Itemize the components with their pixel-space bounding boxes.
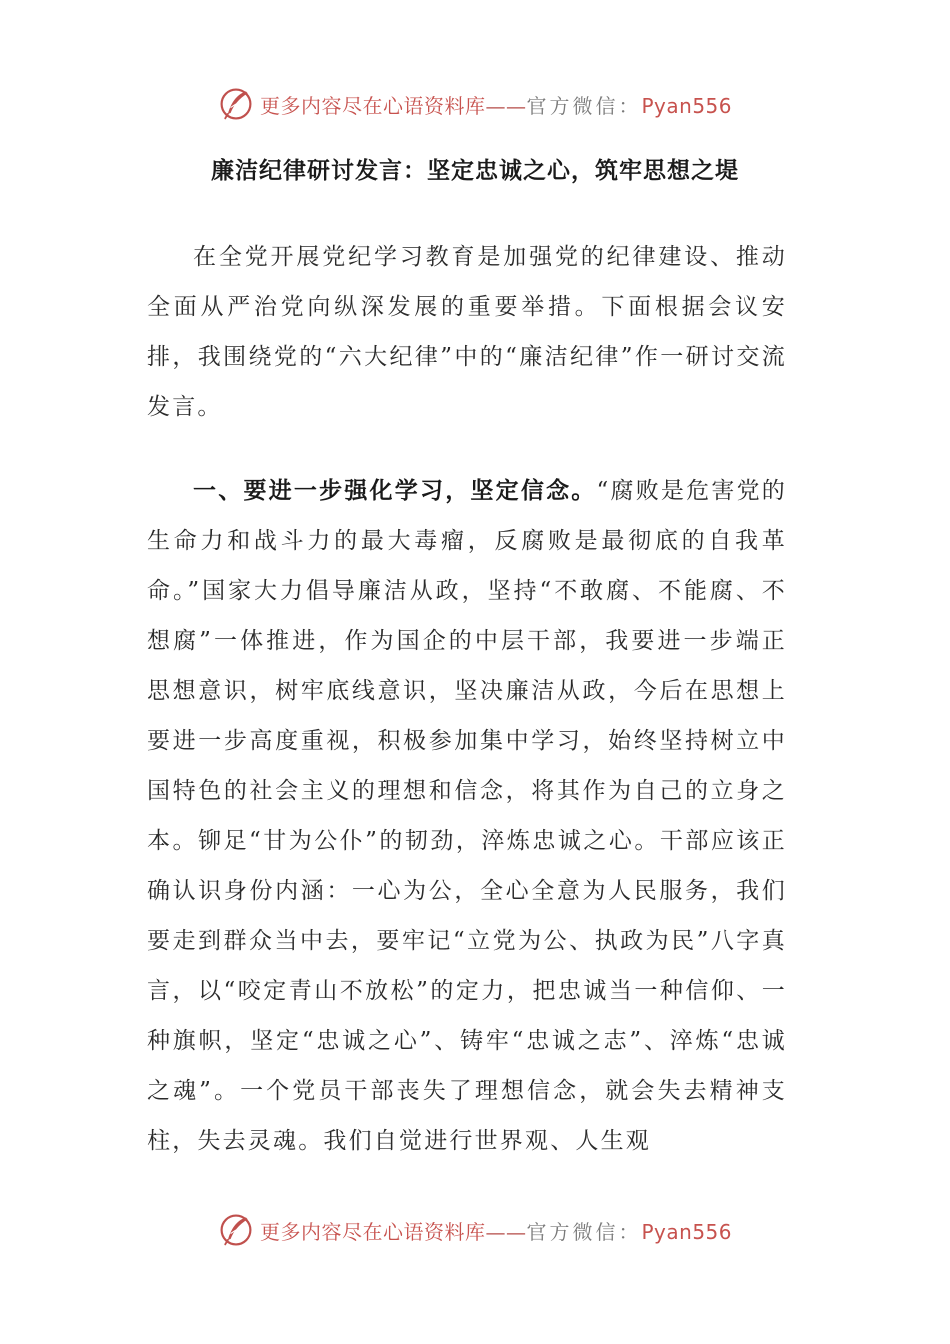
banner-separator: —— (485, 93, 527, 118)
document-title: 廉洁纪律研讨发言：坚定忠诚之心，筑牢思想之堤 (211, 158, 739, 184)
banner-brand-text: 更多内容尽在心语资料库 (259, 1219, 486, 1244)
banner-wechat-id: Pyan556 (641, 1219, 732, 1244)
document-body (147, 232, 787, 1166)
banner-wechat-label: 官方微信： (526, 93, 642, 118)
section-1-heading: 一、要进一步强化学习，坚定信念。 (193, 478, 597, 504)
banner-wechat-id: Pyan556 (641, 93, 732, 118)
banner-content (218, 86, 732, 122)
section-1-paragraph (147, 466, 787, 1166)
section-1-body: “腐败是危害党的生命力和战斗力的最大毒瘤，反腐败是最彻底的自我革命。”国家大力倡导廉洁从政，坚持“不敢腐、不能腐、不想腐”一体推进，作为国企的中层干部，我要进一步端正思想意识，树牢底线意识，坚决廉洁从政，今后在思想上要进一步高度重视，积极参加集中学习，始终坚持树立中国特色的社会主义的理想和信念，将其作为自己的立身之本。铆足“甘为公仆”的韧劲，淬炼忠诚之心。干部应该正确认识身份内涵：一心为公，全心全意为人民服务，我们要走到群众当中去，要牢记“立党为公、执政为民”八字真言，以“咬定青山不放松”的定力，把忠诚当一种信仰、一种旗帜，坚定“忠诚之心”、铸牢“忠诚之志”、淬炼“忠诚之魂”。一个党员干部丧失了理想信念，就会失去精神支柱，失去灵魂。我们自觉进行世界观、人生观 (147, 478, 788, 1154)
banner-text (260, 90, 732, 119)
banner-separator: —— (485, 1219, 527, 1244)
header-banner (0, 82, 950, 126)
banner-content (218, 1212, 732, 1248)
banner-text (260, 1216, 732, 1245)
banner-brand-text: 更多内容尽在心语资料库 (259, 93, 486, 118)
quill-pen-logo-icon (218, 86, 254, 122)
banner-wechat-label: 官方微信： (526, 1219, 642, 1244)
footer-banner (0, 1208, 950, 1252)
quill-pen-logo-icon (218, 1212, 254, 1248)
intro-paragraph: 在全党开展党纪学习教育是加强党的纪律建设、推动全面从严治党向纵深发展的重要举措。下面根据会议安排，我围绕党的“六大纪律”中的“廉洁纪律”作一研讨交流发言。 (147, 244, 787, 420)
